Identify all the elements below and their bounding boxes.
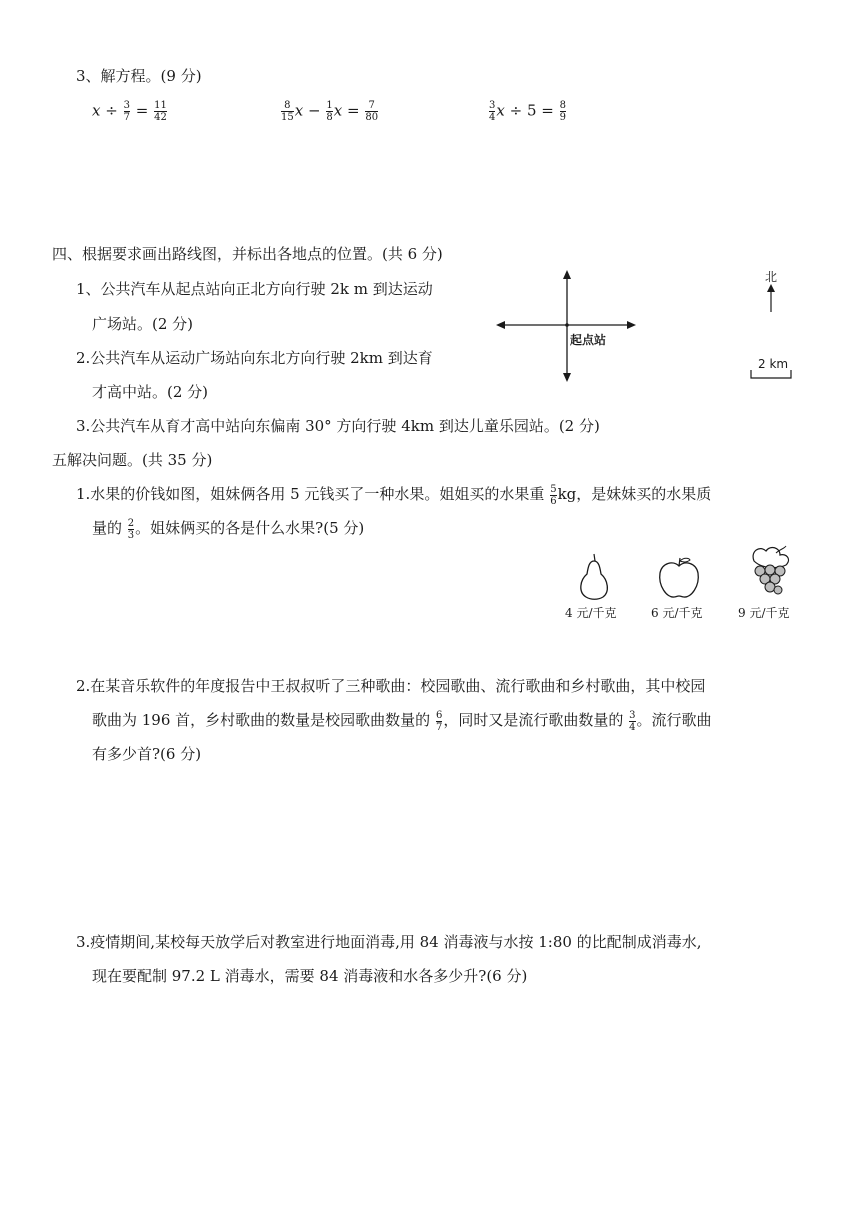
grapes-price: 9 元/千克 bbox=[738, 606, 790, 620]
q5-3-line2: 现在要配制 97.2 L 消毒水，需要 84 消毒液和水各多少升?(6 分) bbox=[92, 967, 528, 985]
apple-price: 6 元/千克 bbox=[651, 606, 703, 620]
origin-label: 起点站 bbox=[570, 333, 607, 347]
q4-3: 3.公共汽车从育才高中站向东偏南 30° 方向行驶 4km 到达儿童乐园站。(2 分) bbox=[76, 417, 600, 435]
q5-3-line1: 3.疫情期间,某校每天放学后对教室进行地面消毒,用 84 消毒液与水按 1:80 的比配制成消毒水, bbox=[76, 933, 702, 951]
q5-2-line2: 歌曲为 196 首，乡村歌曲的数量是校园歌曲数量的 $\frac{6}{7}$ ，同时又是流行歌曲数量的 $\frac{3}{4}$ 。流行歌曲 bbox=[92, 709, 712, 733]
equation-1: x ÷ $\frac{3}{7}$ = $\frac{11}{42}$ bbox=[92, 100, 167, 123]
pear-icon bbox=[574, 552, 614, 600]
origin-point bbox=[565, 323, 569, 327]
q4-2-line1: 2.公共汽车从运动广场站向东北方向行驶 2km 到达育 bbox=[76, 349, 433, 367]
route-map-axes bbox=[496, 268, 638, 384]
north-label: 北 bbox=[765, 270, 778, 284]
scale-label: 2 km bbox=[758, 357, 789, 371]
scale-bar bbox=[748, 368, 794, 382]
north-arrow-icon bbox=[764, 284, 778, 314]
q5-2-line3: 有多少首?(6 分) bbox=[92, 745, 202, 763]
pear-price: 4 元/千克 bbox=[565, 606, 617, 620]
equation-2: $\frac{8}{15}$ x − $\frac{1}{8}$ x = $\frac{7}{80}$ bbox=[281, 100, 379, 123]
q5-1-line1: 1.水果的价钱如图，姐妹俩各用 5 元钱买了一种水果。姐姐买的水果重 $\frac{5}{6}$ kg，是妹妹买的水果质 bbox=[76, 483, 712, 507]
q4-1-line1: 1、公共汽车从起点站向正北方向行驶 2k m 到达运动 bbox=[76, 280, 433, 298]
section5-title: 五解决问题。(共 35 分) bbox=[52, 451, 213, 469]
q4-2-line2: 才高中站。(2 分) bbox=[92, 383, 209, 401]
section3-title: 3、解方程。(9 分) bbox=[76, 67, 202, 85]
q5-1-line2: 量的 $\frac{2}{3}$ 。姐妹俩买的各是什么水果?(5 分) bbox=[92, 517, 365, 541]
equation-3: $\frac{3}{4}$ x ÷ 5 = $\frac{8}{9}$ bbox=[489, 100, 567, 123]
q5-2-line1: 2.在某音乐软件的年度报告中王叔叔听了三种歌曲：校园歌曲、流行歌曲和乡村歌曲，其中校园 bbox=[76, 677, 706, 695]
section4-title: 四、根据要求画出路线图，并标出各地点的位置。(共 6 分) bbox=[52, 245, 443, 263]
q4-1-line2: 广场站。(2 分) bbox=[92, 315, 194, 333]
apple-icon bbox=[656, 556, 702, 600]
grapes-icon bbox=[740, 543, 802, 601]
